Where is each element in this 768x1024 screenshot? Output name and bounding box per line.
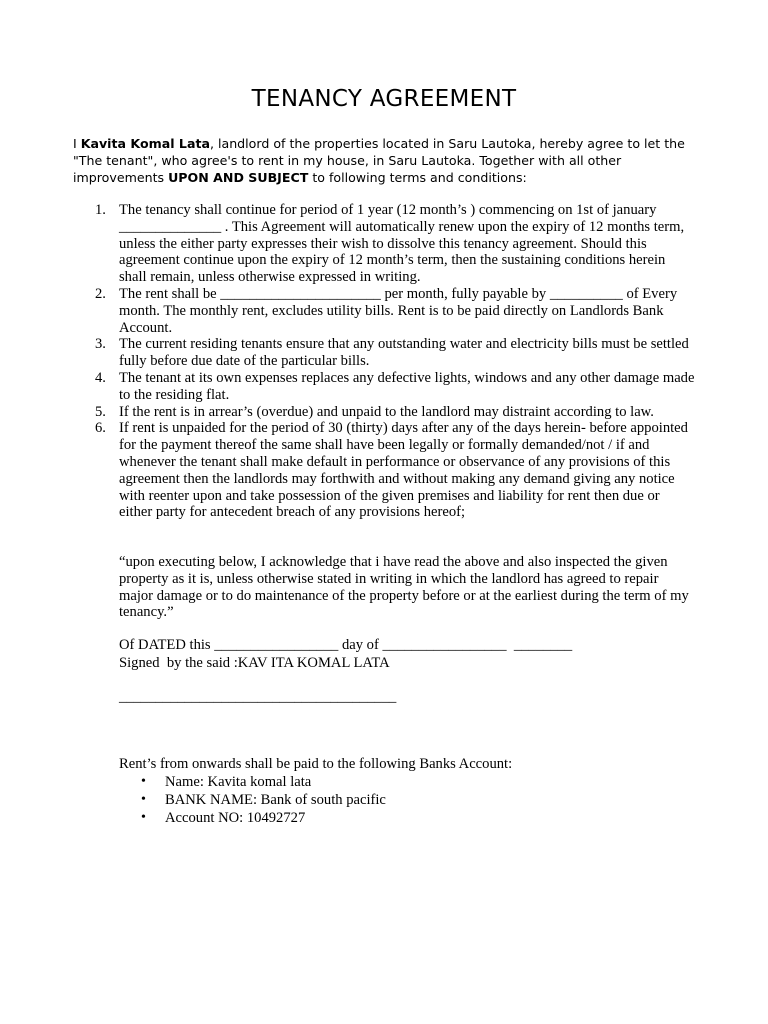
terms-list	[81, 202, 695, 521]
landlord-name: Kavita Komal Lata	[80, 136, 210, 151]
intro-text-1: I	[73, 136, 81, 151]
signed-line: Signed by the said :KAV ITA KOMAL LATA	[119, 655, 390, 671]
bank-name-holder: Name: Kavita komal lata	[165, 774, 312, 790]
signature-line: ______________________________________	[119, 689, 397, 705]
bank-detail-item	[119, 791, 386, 809]
term-text: The tenancy shall continue for period of 1 year (12 month’s ) commencing on 1st of january ______________ . This Agreement will automatically renew upon the expiry of 12 months term, unless the either party expresses their wish to dissolve this tenancy agreement. Should this agreement continue upon the expiry of 12 month’s term, then the sustaining conditions herein shall remain, unless otherwise expressed in writing.	[119, 202, 685, 286]
term-number: 3.	[95, 336, 106, 353]
intro-paragraph	[73, 135, 703, 186]
term-number: 4.	[95, 369, 106, 386]
intro-text-2: , landlord of the properties located in Saru Lautoka, hereby agree to let the "The tenant", who agree's to rent in my house, in Saru Lautoka. Together with all other improvements	[73, 136, 685, 185]
bank-name: BANK NAME: Bank of south pacific	[165, 792, 386, 808]
term-number: 5.	[95, 403, 106, 420]
term-text: If the rent is in arrear’s (overdue) and unpaid to the landlord may distraint according to law.	[119, 403, 654, 420]
term-item	[81, 420, 695, 521]
term-text: The tenant at its own expenses replaces any defective lights, windows and any other damage made to the residing flat.	[119, 369, 695, 403]
term-item	[81, 404, 695, 421]
bank-detail-item	[119, 809, 386, 827]
term-number: 2.	[95, 285, 106, 302]
term-item	[81, 202, 695, 286]
intro-text-3: to following terms and conditions:	[308, 170, 527, 185]
term-item	[81, 336, 695, 370]
term-text: If rent is unpaided for the period of 30 (thirty) days after any of the days herein- before appointed for the payment thereof the same shall have been legally or formally demanded/not / if and whenever the tenant shall make default in performance or observance of any provisions of this agreement then the landlords may forthwith and without making any demand giving any notice with reenter upon and take possession of the given premises and liability for rent then due or either party for antecedent breach of any provisions hereof;	[119, 420, 688, 521]
upon-subject-text: UPON AND SUBJECT	[168, 170, 309, 185]
term-item	[81, 286, 695, 336]
term-number: 1.	[95, 202, 106, 218]
bank-detail-item	[119, 773, 386, 791]
bank-account-number: Account NO: 10492727	[165, 810, 306, 826]
bank-details-list	[119, 773, 386, 827]
term-item	[81, 370, 695, 404]
acknowledgement-paragraph: “upon executing below, I acknowledge that i have read the above and also inspected the given property as it is, unless otherwise stated in writing in which the landlord has agreed to repair major damage or to do maintenance of the property before or at the earliest during the term of my tenancy.”	[119, 554, 689, 621]
term-number: 6.	[95, 420, 106, 437]
term-text: The current residing tenants ensure that any outstanding water and electricity bills must be settled fully before due date of the particular bills.	[119, 336, 689, 370]
document-title: TENANCY AGREEMENT	[251, 86, 517, 112]
bullet-icon: •	[141, 810, 146, 825]
term-text: The rent shall be ______________________ per month, fully payable by __________ of Every month. The monthly rent, excludes utility bills. Rent is to be paid directly on Landlords Bank Account.	[119, 285, 678, 336]
rent-payment-note: Rent’s from onwards shall be paid to the following Banks Account:	[119, 756, 513, 772]
bullet-icon: •	[141, 792, 146, 807]
dated-line: Of DATED this _________________ day of _________________ ________	[119, 637, 573, 653]
bullet-icon: •	[141, 774, 146, 789]
